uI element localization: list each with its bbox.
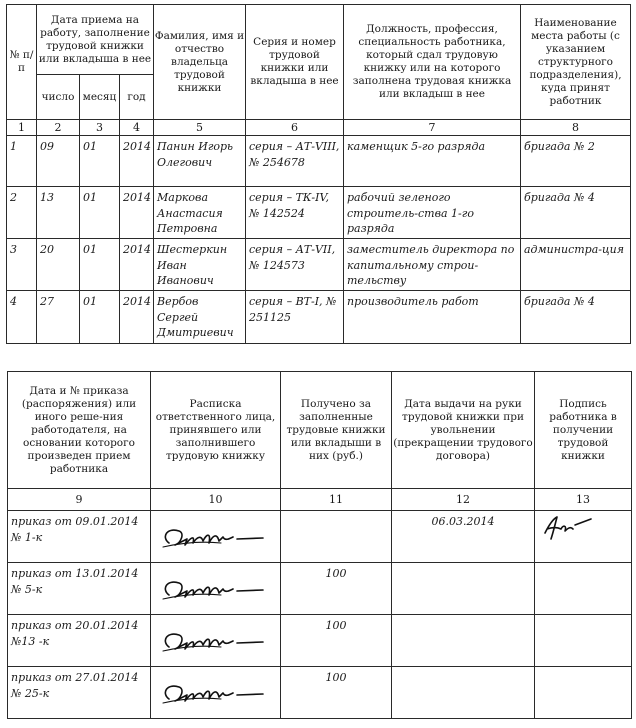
col-number: 8 <box>521 120 631 136</box>
labor-book-journal-table-part2 <box>7 371 632 719</box>
header-no: № п/п <box>7 5 37 120</box>
header-day: число <box>37 75 80 120</box>
row-position: производитель работ <box>344 291 521 344</box>
row-name: Шестеркин Иван Иванович <box>154 239 246 291</box>
header-signature: Подпись работника в получении трудовой книжки <box>535 372 632 489</box>
signature-image <box>151 621 279 661</box>
row-year: 2014 <box>120 187 154 239</box>
table-row <box>8 563 632 615</box>
row-issue-date <box>392 667 535 719</box>
signature-image <box>151 569 279 609</box>
col-number: 10 <box>151 489 281 511</box>
col-number: 1 <box>7 120 37 136</box>
row-place: бригада № 4 <box>521 291 631 344</box>
worker-signature-image <box>535 511 631 545</box>
table-row <box>7 187 631 239</box>
row-month: 01 <box>80 291 120 344</box>
row-place: администра-ция <box>521 239 631 291</box>
row-no: 3 <box>7 239 37 291</box>
row-place: бригада № 4 <box>521 187 631 239</box>
table-row <box>7 136 631 187</box>
receipt-cell <box>151 667 281 719</box>
row-day: 20 <box>37 239 80 291</box>
col-number: 12 <box>392 489 535 511</box>
row-series: серия – АТ-VII, № 124573 <box>246 239 344 291</box>
col-number: 2 <box>37 120 80 136</box>
row-order: приказ от 20.01.2014 №13 -к <box>8 615 151 667</box>
worker-signature-cell <box>535 511 632 563</box>
col-number: 9 <box>8 489 151 511</box>
table-row <box>8 615 632 667</box>
row-year: 2014 <box>120 136 154 187</box>
row-day: 13 <box>37 187 80 239</box>
table-row <box>8 667 632 719</box>
row-series: серия – ТК-IV, № 142524 <box>246 187 344 239</box>
row-received: 100 <box>281 615 392 667</box>
header-place: Наименование места работы (с указанием структурного подразделения), куда принят работник <box>521 5 631 120</box>
row-order: приказ от 13.01.2014 № 5-к <box>8 563 151 615</box>
receipt-cell <box>151 563 281 615</box>
table-row <box>8 511 632 563</box>
column-number-row <box>7 120 631 136</box>
table-row <box>7 291 631 344</box>
worker-signature-cell <box>535 563 632 615</box>
col-number: 4 <box>120 120 154 136</box>
row-position: рабочий зеленого строитель-ства 1-го разряда <box>344 187 521 239</box>
header-issue-date: Дата выдачи на руки трудовой книжки при увольнении (прекращении трудового договора) <box>392 372 535 489</box>
row-received <box>281 511 392 563</box>
row-month: 01 <box>80 136 120 187</box>
col-number: 6 <box>246 120 344 136</box>
col-number: 5 <box>154 120 246 136</box>
header-position: Должность, профессия, специальность работника, который сдал трудовую книжку или на которого заполнена трудовая книжка или вкладыш в нее <box>344 5 521 120</box>
header-receipt: Расписка ответственного лица, принявшего или заполнившего трудовую книжку <box>151 372 281 489</box>
row-order: приказ от 27.01.2014 № 25-к <box>8 667 151 719</box>
row-position: каменщик 5-го разряда <box>344 136 521 187</box>
header-series: Серия и номер трудовой книжки или вкладыша в нее <box>246 5 344 120</box>
row-issue-date: 06.03.2014 <box>392 511 535 563</box>
row-no: 1 <box>7 136 37 187</box>
row-received: 100 <box>281 667 392 719</box>
receipt-cell <box>151 511 281 563</box>
row-year: 2014 <box>120 239 154 291</box>
row-series: серия – ВТ-I, № 251125 <box>246 291 344 344</box>
labor-book-journal-table-part1 <box>6 4 631 344</box>
row-month: 01 <box>80 239 120 291</box>
row-no: 2 <box>7 187 37 239</box>
row-year: 2014 <box>120 291 154 344</box>
row-order: приказ от 09.01.2014 № 1-к <box>8 511 151 563</box>
row-position: заместитель директора по капитальному строи-тельству <box>344 239 521 291</box>
table-row <box>7 239 631 291</box>
header-date-group: Дата приема на работу, заполнение трудовой книжки или вкладыша в нее <box>37 5 154 75</box>
signature-image <box>151 517 279 557</box>
header-received: Получено за заполненные трудовые книжки или вкладыши в них (руб.) <box>281 372 392 489</box>
row-day: 09 <box>37 136 80 187</box>
header-year: год <box>120 75 154 120</box>
row-name: Маркова Анастасия Петровна <box>154 187 246 239</box>
header-month: месяц <box>80 75 120 120</box>
receipt-cell <box>151 615 281 667</box>
row-issue-date <box>392 615 535 667</box>
row-name: Панин Игорь Олегович <box>154 136 246 187</box>
row-received: 100 <box>281 563 392 615</box>
column-number-row <box>8 489 632 511</box>
col-number: 3 <box>80 120 120 136</box>
worker-signature-cell <box>535 667 632 719</box>
col-number: 13 <box>535 489 632 511</box>
row-no: 4 <box>7 291 37 344</box>
col-number: 7 <box>344 120 521 136</box>
row-day: 27 <box>37 291 80 344</box>
row-issue-date <box>392 563 535 615</box>
row-place: бригада № 2 <box>521 136 631 187</box>
row-month: 01 <box>80 187 120 239</box>
signature-image <box>151 673 279 713</box>
row-name: Вербов Сергей Дмитриевич <box>154 291 246 344</box>
worker-signature-cell <box>535 615 632 667</box>
header-name: Фамилия, имя и отчество владельца трудовой книжки <box>154 5 246 120</box>
row-series: серия – АТ-VIII, № 254678 <box>246 136 344 187</box>
col-number: 11 <box>281 489 392 511</box>
header-order: Дата и № приказа (распоряжения) или иного реше-ния работодателя, на основании которого произведен прием работника <box>8 372 151 489</box>
